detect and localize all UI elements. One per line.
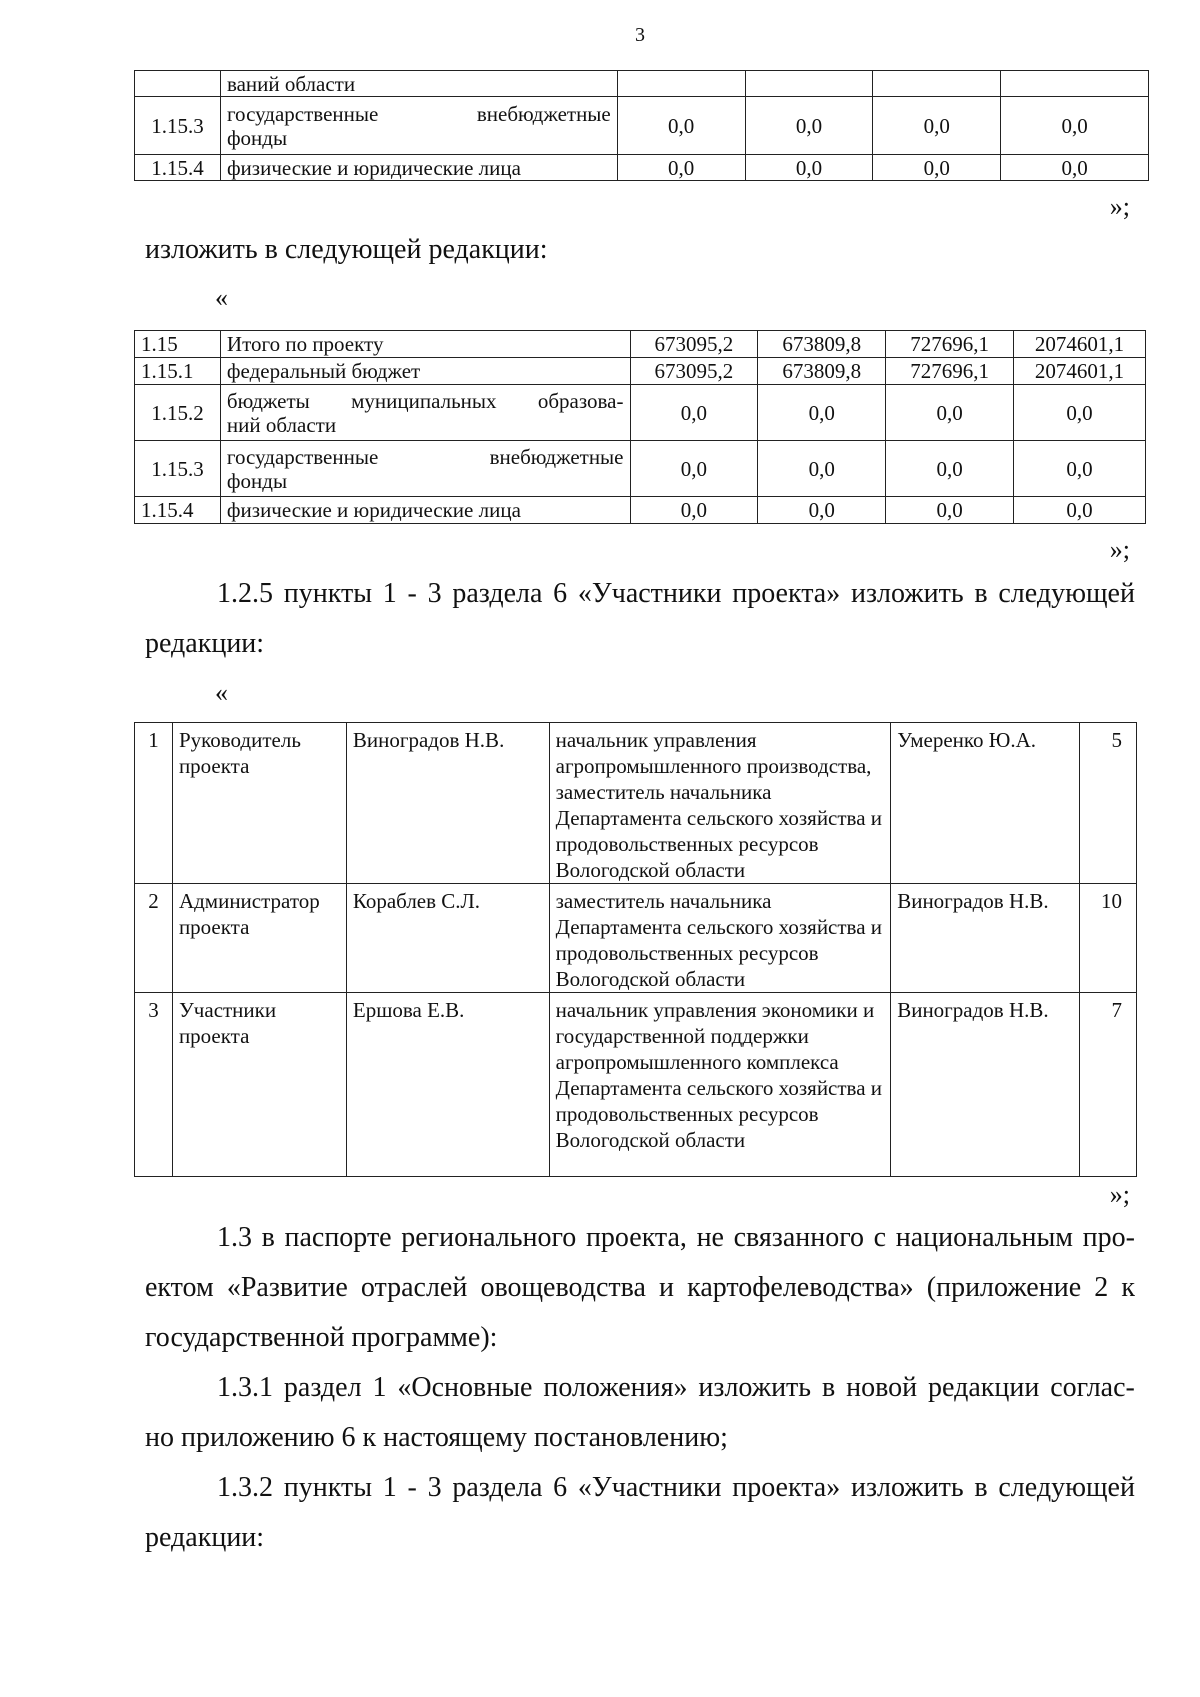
- value-cell: 673095,2: [630, 358, 758, 385]
- row-name-part: фонды: [226, 125, 288, 150]
- paragraph-line: [145, 1263, 1135, 1313]
- word: регионального: [401, 1222, 577, 1253]
- row-index: 1: [135, 723, 173, 884]
- word: в: [261, 1222, 275, 1253]
- paragraph-line: [217, 569, 1135, 619]
- value-cell: 0,0: [745, 97, 873, 155]
- word: 1.3.1: [217, 1372, 273, 1403]
- table-row: [135, 497, 1146, 524]
- participant-position: начальник управления агропромышленного производства, заместитель начальника Департамента сельского хозяйства и продовольственных ресурсов Вологодской области: [549, 723, 891, 884]
- value-cell: 0,0: [758, 385, 886, 441]
- participant-days: 7: [1080, 993, 1137, 1177]
- paragraph-text: изложить в следующей редакции:: [145, 234, 548, 265]
- word: 1.2.5: [217, 578, 273, 609]
- closing-quote: »;: [1109, 192, 1130, 221]
- row-code: [135, 71, 221, 97]
- value-cell: 0,0: [886, 385, 1014, 441]
- paragraph-line: [217, 1363, 1135, 1413]
- word: положения»: [543, 1372, 688, 1403]
- word: следующей: [998, 1472, 1135, 1503]
- row-name: Итого по проекту: [220, 331, 630, 358]
- row-name-part: внебюджетные: [476, 101, 611, 126]
- paragraph-1-2-5: [217, 569, 1135, 619]
- word: 1: [382, 1472, 397, 1503]
- value-cell: 673809,8: [758, 331, 886, 358]
- paragraph-1-3-1: [217, 1363, 1135, 1413]
- word: -: [407, 1472, 417, 1503]
- value-cell: 0,0: [745, 155, 873, 181]
- word: 1: [382, 578, 397, 609]
- word: 1.3.2: [217, 1472, 273, 1503]
- table-row: [135, 385, 1146, 441]
- paragraph-text: но приложению 6 к настоящему постановлению;: [145, 1422, 728, 1453]
- paragraph-text: редакции:: [145, 628, 265, 659]
- word: «Основные: [397, 1372, 533, 1403]
- row-name: [220, 97, 617, 155]
- word: «Участники: [577, 1472, 722, 1503]
- paragraph-line: [217, 1213, 1135, 1263]
- value-cell: [1001, 71, 1149, 97]
- value-cell: 673809,8: [758, 358, 886, 385]
- row-name-part: бюджеты муниципальных образова-: [226, 388, 624, 413]
- word: изложить: [698, 1372, 812, 1403]
- row-code: 1.15.1: [135, 358, 221, 385]
- row-code: 1.15: [135, 331, 221, 358]
- row-name-part: внебюджетные: [489, 444, 624, 469]
- value-cell: 0,0: [1001, 155, 1149, 181]
- budget-table-fragment: [134, 70, 1149, 181]
- closing-quote: »;: [1109, 1180, 1130, 1209]
- value-cell: 0,0: [873, 97, 1001, 155]
- row-name-part: фонды: [226, 468, 288, 493]
- value-cell: 0,0: [886, 497, 1014, 524]
- participant-supervisor: Виноградов Н.В.: [891, 993, 1080, 1177]
- value-cell: 0,0: [630, 385, 758, 441]
- participants-table: [134, 722, 1137, 1177]
- opening-quote: «: [215, 678, 228, 707]
- word: (приложение: [926, 1272, 1082, 1303]
- row-name: [220, 385, 630, 441]
- participant-days: 10: [1080, 884, 1137, 993]
- word: пункты: [283, 1472, 373, 1503]
- row-index: 2: [135, 884, 173, 993]
- value-cell: 0,0: [758, 441, 886, 497]
- word: картофелеводства»: [687, 1272, 914, 1303]
- opening-quote: «: [215, 283, 228, 312]
- paragraph-1-3-2: [217, 1463, 1135, 1513]
- table-row: [135, 723, 1137, 884]
- participant-role: Участники проекта: [172, 993, 346, 1177]
- row-index: 3: [135, 993, 173, 1177]
- row-code: 1.15.3: [135, 441, 221, 497]
- row-name-part: государственные: [226, 444, 379, 469]
- table-row: [135, 71, 1149, 97]
- row-name: [220, 441, 630, 497]
- value-cell: 727696,1: [886, 358, 1014, 385]
- word: новой: [846, 1372, 918, 1403]
- word: 1.3: [217, 1222, 252, 1253]
- word: про-: [1082, 1222, 1135, 1253]
- word: не: [696, 1222, 724, 1253]
- word: к: [1121, 1272, 1135, 1303]
- word: 1: [372, 1372, 387, 1403]
- row-name-part: ний области: [226, 412, 337, 437]
- word: раздела: [452, 1472, 543, 1503]
- word: отраслей: [360, 1272, 468, 1303]
- word: в: [974, 578, 988, 609]
- paragraph-text: государственной программе):: [145, 1322, 498, 1353]
- word: раздела: [452, 578, 543, 609]
- value-cell: [745, 71, 873, 97]
- participant-name: Кораблев С.Л.: [346, 884, 549, 993]
- word: изложить: [850, 1472, 964, 1503]
- value-cell: 673095,2: [630, 331, 758, 358]
- word: проекта,: [585, 1222, 687, 1253]
- word: «Развитие: [226, 1272, 348, 1303]
- word: национальным: [895, 1222, 1073, 1253]
- participant-supervisor: Умеренко Ю.А.: [891, 723, 1080, 884]
- word: и: [659, 1272, 675, 1303]
- word: паспорте: [284, 1222, 392, 1253]
- participant-position: заместитель начальника Департамента сельского хозяйства и продовольственных ресурсов Вологодской области: [549, 884, 891, 993]
- value-cell: [873, 71, 1001, 97]
- paragraph-text: редакции:: [145, 1522, 265, 1553]
- value-cell: 0,0: [1014, 497, 1146, 524]
- participant-name: Ершова Е.В.: [346, 993, 549, 1177]
- page-number: 3: [635, 24, 645, 46]
- participant-role: Руководитель проекта: [172, 723, 346, 884]
- value-cell: 0,0: [886, 441, 1014, 497]
- value-cell: 0,0: [617, 155, 745, 181]
- word: 2: [1094, 1272, 1109, 1303]
- word: в: [821, 1372, 836, 1403]
- value-cell: 0,0: [617, 97, 745, 155]
- budget-table: [134, 330, 1146, 524]
- participant-position: начальник управления экономики и государственной поддержки агропромышленного комплекса Департамента сельского хозяйства и продовольственных ресурсов Вологодской области: [549, 993, 891, 1177]
- paragraph-1-3: [217, 1213, 1135, 1263]
- value-cell: 0,0: [1001, 97, 1149, 155]
- value-cell: 0,0: [1014, 441, 1146, 497]
- row-code: 1.15.4: [135, 155, 221, 181]
- word: 6: [553, 578, 568, 609]
- participant-name: Виноградов Н.В.: [346, 723, 549, 884]
- word: -: [407, 578, 417, 609]
- row-code: 1.15.2: [135, 385, 221, 441]
- row-name: ваний области: [220, 71, 617, 97]
- row-code: 1.15.4: [135, 497, 221, 524]
- table-row: [135, 441, 1146, 497]
- word: 3: [427, 1472, 442, 1503]
- value-cell: [617, 71, 745, 97]
- row-name-part: государственные: [226, 101, 379, 126]
- word: «Участники: [577, 578, 722, 609]
- value-cell: 0,0: [758, 497, 886, 524]
- table-row: [135, 331, 1146, 358]
- word: изложить: [850, 578, 964, 609]
- table-row: [135, 993, 1137, 1177]
- word: проекта»: [732, 578, 841, 609]
- table-row: [135, 358, 1146, 385]
- paragraph-1-3-line2: [145, 1263, 1135, 1313]
- word: 3: [427, 578, 442, 609]
- word: проекта»: [732, 1472, 841, 1503]
- participant-supervisor: Виноградов Н.В.: [891, 884, 1080, 993]
- value-cell: 0,0: [873, 155, 1001, 181]
- word: раздел: [283, 1372, 362, 1403]
- row-code: 1.15.3: [135, 97, 221, 155]
- value-cell: 2074601,1: [1014, 331, 1146, 358]
- word: 6: [553, 1472, 568, 1503]
- row-name: физические и юридические лица: [220, 497, 630, 524]
- paragraph-line: [217, 1463, 1135, 1513]
- table-row: [135, 884, 1137, 993]
- participant-days: 5: [1080, 723, 1137, 884]
- value-cell: 0,0: [630, 441, 758, 497]
- row-name: федеральный бюджет: [220, 358, 630, 385]
- word: связанного: [733, 1222, 865, 1253]
- value-cell: 2074601,1: [1014, 358, 1146, 385]
- word: редакции: [928, 1372, 1040, 1403]
- word: следующей: [998, 578, 1135, 609]
- value-cell: 0,0: [1014, 385, 1146, 441]
- value-cell: 0,0: [630, 497, 758, 524]
- participant-role: Администратор проекта: [172, 884, 346, 993]
- word: овощеводства: [480, 1272, 646, 1303]
- word: ектом: [145, 1272, 214, 1303]
- word: с: [873, 1222, 887, 1253]
- word: пункты: [283, 578, 373, 609]
- table-row: [135, 155, 1149, 181]
- row-name: физические и юридические лица: [220, 155, 617, 181]
- table-row: [135, 97, 1149, 155]
- word: в: [974, 1472, 988, 1503]
- word: соглас-: [1050, 1372, 1135, 1403]
- value-cell: 727696,1: [886, 331, 1014, 358]
- closing-quote: »;: [1109, 535, 1130, 564]
